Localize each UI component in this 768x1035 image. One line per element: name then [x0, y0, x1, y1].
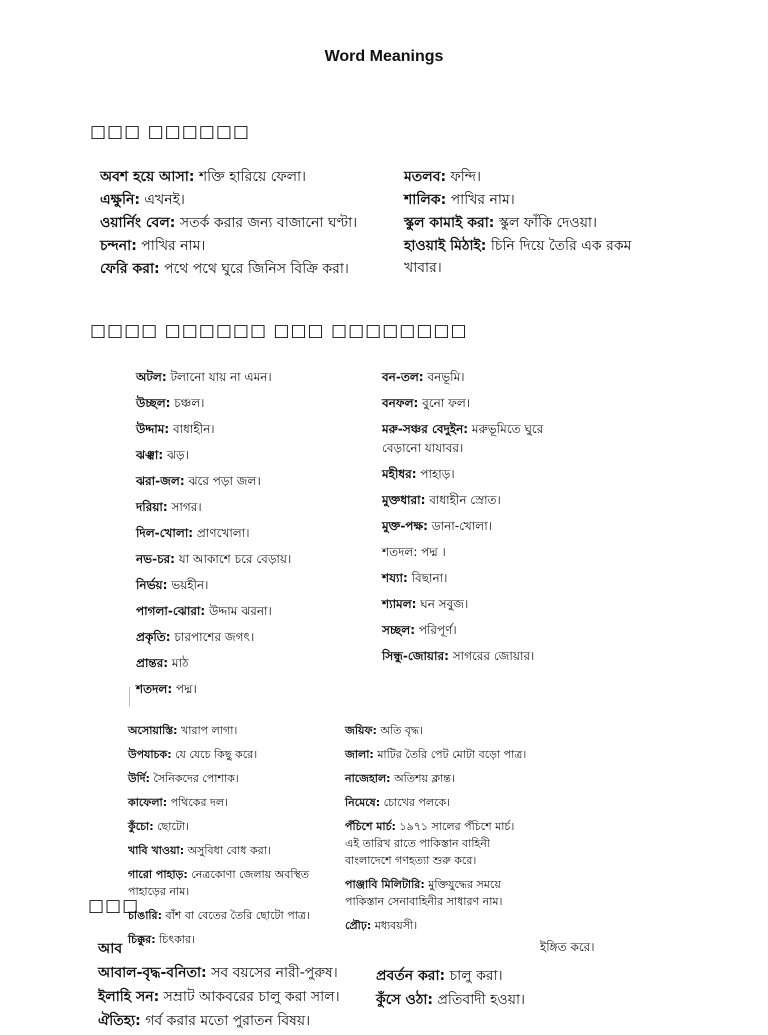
entry-meaning: প্রতিবাদী হওয়া।	[433, 992, 526, 1008]
entry-term: চন্দনা:	[100, 238, 137, 254]
entry-term: পাগলা-ঝোরা:	[136, 604, 206, 618]
glossary-entry	[136, 628, 361, 647]
entry-term: বনফল:	[382, 396, 419, 410]
glossary-entry	[345, 917, 530, 934]
glossary-column	[128, 722, 318, 955]
entry-meaning: বুনো ফল।	[418, 396, 471, 410]
glossary-entry	[128, 907, 318, 924]
entry-meaning: শতদল: পদ্ম ।	[382, 545, 446, 559]
glossary-column	[136, 368, 361, 706]
glossary-entry	[128, 722, 318, 739]
glossary-entry	[345, 770, 530, 787]
glossary-entry	[128, 746, 318, 763]
entry-meaning: পরিপূর্ণ।	[415, 623, 457, 637]
entry-meaning: বনভূমি।	[423, 370, 465, 384]
page-title: Word Meanings	[324, 48, 444, 65]
section-heading-1: □□□ □□□□□□	[90, 122, 250, 142]
entry-term: স্কুল কামাই করা:	[404, 215, 495, 231]
entry-term: ঝঞ্ঝা:	[136, 448, 164, 462]
entry-term: শ্যামল:	[382, 597, 417, 611]
glossary-entry	[404, 166, 654, 188]
entry-term: প্রৌঢ়:	[345, 919, 372, 932]
entry-meaning: পাহাড়।	[416, 467, 455, 481]
entry-term: অসোয়াস্তি:	[128, 724, 178, 737]
glossary-entry	[136, 680, 361, 699]
glossary-column	[345, 722, 530, 941]
entry-term: কুঁসে ওঠা:	[376, 992, 433, 1008]
entry-meaning: গর্ব করার মতো পুরাতন বিষয়।	[140, 1013, 311, 1029]
glossary-entry	[345, 876, 530, 910]
entry-meaning: টলানো যায় না এমন।	[166, 370, 272, 384]
entry-term: সচ্ছল:	[382, 623, 416, 637]
entry-term: হাওয়াই মিঠাই:	[404, 238, 487, 254]
section-heading-2: □□□□ □□□□□□ □□□ □□□□□□□□	[90, 321, 468, 341]
entry-term: মরু-সঞ্চর বেদুইন:	[382, 422, 469, 436]
entry-meaning: অসুবিধা বোধ করা।	[184, 844, 271, 857]
entry-term: নাজেহাল:	[345, 772, 391, 785]
entry-term: আবাল-বৃদ্ধ-বনিতা:	[98, 965, 207, 981]
entry-term: অটল:	[136, 370, 167, 384]
entry-term: শালিক:	[404, 192, 447, 208]
glossary-entry	[128, 931, 318, 948]
glossary-entry	[100, 166, 370, 188]
entry-term: ওয়ার্নিং বেল:	[100, 215, 176, 231]
entry-meaning: যে যেচে কিছু করে।	[171, 748, 258, 761]
glossary-entry	[100, 212, 370, 234]
entry-term: মতলব:	[404, 169, 447, 185]
entry-meaning: ঝরে পড়া জল।	[184, 474, 261, 488]
glossary-entry	[376, 990, 606, 1010]
entry-term: ইলাহি সন:	[98, 989, 160, 1005]
entry-meaning: পাখির নাম।	[446, 192, 515, 208]
glossary-entry	[404, 212, 654, 234]
entry-meaning: মধ্যবয়সী।	[371, 919, 418, 932]
glossary-entry	[98, 1011, 358, 1031]
glossary-entry	[98, 963, 358, 983]
glossary-entry	[376, 966, 606, 986]
glossary-entry	[382, 647, 572, 666]
entry-term: উদ্দাম:	[136, 422, 170, 436]
glossary-entry	[100, 258, 370, 280]
overlap-fragment: আব	[98, 941, 123, 957]
glossary-entry	[136, 394, 361, 413]
glossary-entry	[382, 595, 572, 614]
entry-meaning: সতর্ক করার জন্য বাজানো ঘণ্টা।	[175, 215, 358, 231]
glossary-entry	[382, 394, 572, 413]
entry-term: মুক্ত-পক্ষ:	[382, 519, 428, 533]
entry-term: প্রবর্তন করা:	[376, 968, 446, 984]
glossary-entry	[136, 550, 361, 569]
entry-meaning: চোখের পলকে।	[380, 796, 451, 809]
entry-meaning: চিৎকার।	[155, 933, 195, 946]
glossary-entry	[404, 235, 654, 279]
entry-meaning: যা আকাশে চরে বেড়ায়।	[174, 552, 292, 566]
entry-meaning: প্রাণখোলা।	[193, 526, 250, 540]
entry-meaning: স্কুল ফাঁকি দেওয়া।	[494, 215, 598, 231]
entry-term: দরিয়া:	[136, 500, 168, 514]
glossary-column	[382, 368, 572, 673]
glossary-entry	[136, 498, 361, 517]
glossary-entry	[382, 621, 572, 640]
glossary-entry	[128, 794, 318, 811]
entry-meaning: চালু করা।	[445, 968, 503, 984]
glossary-entry	[136, 446, 361, 465]
entry-term: মহীধর:	[382, 467, 417, 481]
entry-term: নভ-চর:	[136, 552, 175, 566]
entry-term: নির্ভয়:	[136, 578, 168, 592]
entry-meaning: ঘন সবুজ।	[416, 597, 469, 611]
entry-meaning: ভয়হীন।	[167, 578, 209, 592]
glossary-entry	[128, 770, 318, 787]
entry-meaning: পাখির নাম।	[136, 238, 206, 254]
entry-term: জয়িফ:	[345, 724, 377, 737]
entry-meaning: পথে পথে ঘুরে জিনিস বিক্রি করা।	[159, 261, 349, 277]
divider	[129, 687, 130, 707]
glossary-entry	[136, 368, 361, 387]
entry-term: প্রকৃতি:	[136, 630, 171, 644]
entry-meaning: মরুভূমিতে ঘুরে বেড়ানো যাযাবর।	[382, 422, 544, 455]
entry-meaning: অতি বৃদ্ধ।	[376, 724, 423, 737]
entry-meaning: সব বয়সের নারী-পুরুষ।	[206, 965, 338, 981]
entry-meaning: ফন্দি।	[446, 169, 482, 185]
entry-meaning: বাঁশ বা বেতের তৈরি ছোটো পাত্র।	[161, 909, 310, 922]
glossary-entry	[345, 818, 530, 869]
entry-term: শতদল:	[136, 682, 173, 696]
glossary-entry	[136, 524, 361, 543]
glossary-entry	[382, 491, 572, 510]
glossary-entry	[404, 189, 654, 211]
entry-term: চাঙারি:	[128, 909, 162, 922]
glossary-column	[376, 966, 606, 1014]
glossary-entry	[98, 987, 358, 1007]
entry-meaning: ১৯৭১ সালের পঁচিশে মার্চ। এই তারিখ রাতে পাকিস্তান বাহিনী বাংলাদেশে গণহত্যা শুরু করে।	[345, 820, 515, 867]
glossary-entry	[100, 235, 370, 257]
glossary-entry	[382, 368, 572, 387]
entry-meaning: পদ্ম।	[172, 682, 197, 696]
entry-meaning: ডানা-খোলা।	[427, 519, 493, 533]
entry-term: নিমেষে:	[345, 796, 381, 809]
entry-term: শয্যা:	[382, 571, 408, 585]
glossary-entry	[128, 866, 318, 900]
entry-term: প্রান্তর:	[136, 656, 169, 670]
glossary-column	[98, 963, 358, 1035]
section-heading-3: □□□	[88, 896, 140, 916]
entry-meaning: উদ্দাম ঝরনা।	[205, 604, 272, 618]
entry-meaning: বাধাহীন।	[169, 422, 215, 436]
entry-meaning: পথিকের দল।	[167, 796, 228, 809]
entry-meaning: সাগর।	[167, 500, 202, 514]
entry-meaning: বিছানা।	[407, 571, 448, 585]
entry-meaning: চঞ্চল।	[170, 396, 205, 410]
entry-term: মুক্তধারা:	[382, 493, 426, 507]
glossary-entry	[345, 722, 530, 739]
glossary-entry	[382, 517, 572, 536]
entry-meaning: ঝড়।	[163, 448, 189, 462]
entry-meaning: মাটির তৈরি পেট মোটা বড়ো পাত্র।	[373, 748, 527, 761]
glossary-entry	[136, 472, 361, 491]
entry-term: গারো পাহাড়:	[128, 868, 188, 881]
entry-meaning: অতিশয় ক্লান্ত।	[390, 772, 455, 785]
entry-term: ঝরা-জল:	[136, 474, 185, 488]
glossary-entry	[136, 420, 361, 439]
entry-meaning: এখনই।	[139, 192, 185, 208]
entry-term: কুঁচো:	[128, 820, 154, 833]
entry-term: চিক্কুর:	[128, 933, 156, 946]
entry-term: বন-তল:	[382, 370, 424, 384]
glossary-entry	[128, 842, 318, 859]
glossary-entry	[382, 465, 572, 484]
entry-meaning: মাঠ	[168, 656, 189, 670]
glossary-entry	[136, 576, 361, 595]
entry-meaning: সম্রাট আকবরের চালু করা সাল।	[159, 989, 340, 1005]
glossary-entry	[136, 602, 361, 621]
overlap-fragment: ইঙ্গিত করে।	[540, 940, 595, 954]
entry-term: কাফেলা:	[128, 796, 168, 809]
entry-term: জালা:	[345, 748, 374, 761]
entry-term: পাঞ্জাবি মিলিটারি:	[345, 878, 425, 891]
glossary-column	[404, 166, 654, 280]
glossary-entry	[345, 794, 530, 811]
entry-meaning: শক্তি হারিয়ে ফেলা।	[194, 169, 307, 185]
entry-term: উপযাচক:	[128, 748, 172, 761]
glossary-entry	[100, 189, 370, 211]
glossary-entry	[128, 818, 318, 835]
glossary-entry	[136, 654, 361, 673]
glossary-entry	[382, 569, 572, 588]
glossary-entry	[382, 420, 572, 458]
entry-meaning: চিনি দিয়ে তৈরি এক রকম খাবার।	[404, 238, 632, 276]
entry-meaning: সাগরের জোয়ার।	[448, 649, 535, 663]
entry-meaning: ছোটো।	[153, 820, 190, 833]
glossary-entry	[382, 543, 572, 562]
entry-term: ফেরি করা:	[100, 261, 160, 277]
entry-term: দিল-খোলা:	[136, 526, 194, 540]
entry-meaning: চারপাশের জগৎ।	[170, 630, 255, 644]
entry-meaning: নেত্রকোণা জেলায় অবস্থিত পাহাড়ের নাম।	[128, 868, 310, 898]
entry-term: ঐতিহ্য:	[98, 1013, 141, 1029]
entry-meaning: বাধাহীন স্রোত।	[425, 493, 501, 507]
entry-term: উর্দি:	[128, 772, 150, 785]
glossary-entry	[345, 746, 530, 763]
entry-term: এক্ষুনি:	[100, 192, 140, 208]
entry-term: সিন্ধু-জোয়ার:	[382, 649, 449, 663]
entry-meaning: মুক্তিযুদ্ধের সময়ে পাকিস্তান সেনাবাহিনীর সাধারণ নাম।	[345, 878, 503, 908]
entry-meaning: খারাপ লাগা।	[177, 724, 238, 737]
entry-term: উচ্ছল:	[136, 396, 171, 410]
entry-term: খাবি খাওয়া:	[128, 844, 185, 857]
entry-term: অবশ হয়ে আসা:	[100, 169, 195, 185]
glossary-column	[100, 166, 370, 281]
entry-meaning: সৈনিকদের পোশাক।	[149, 772, 239, 785]
entry-term: পঁচিশে মার্চ:	[345, 820, 396, 833]
